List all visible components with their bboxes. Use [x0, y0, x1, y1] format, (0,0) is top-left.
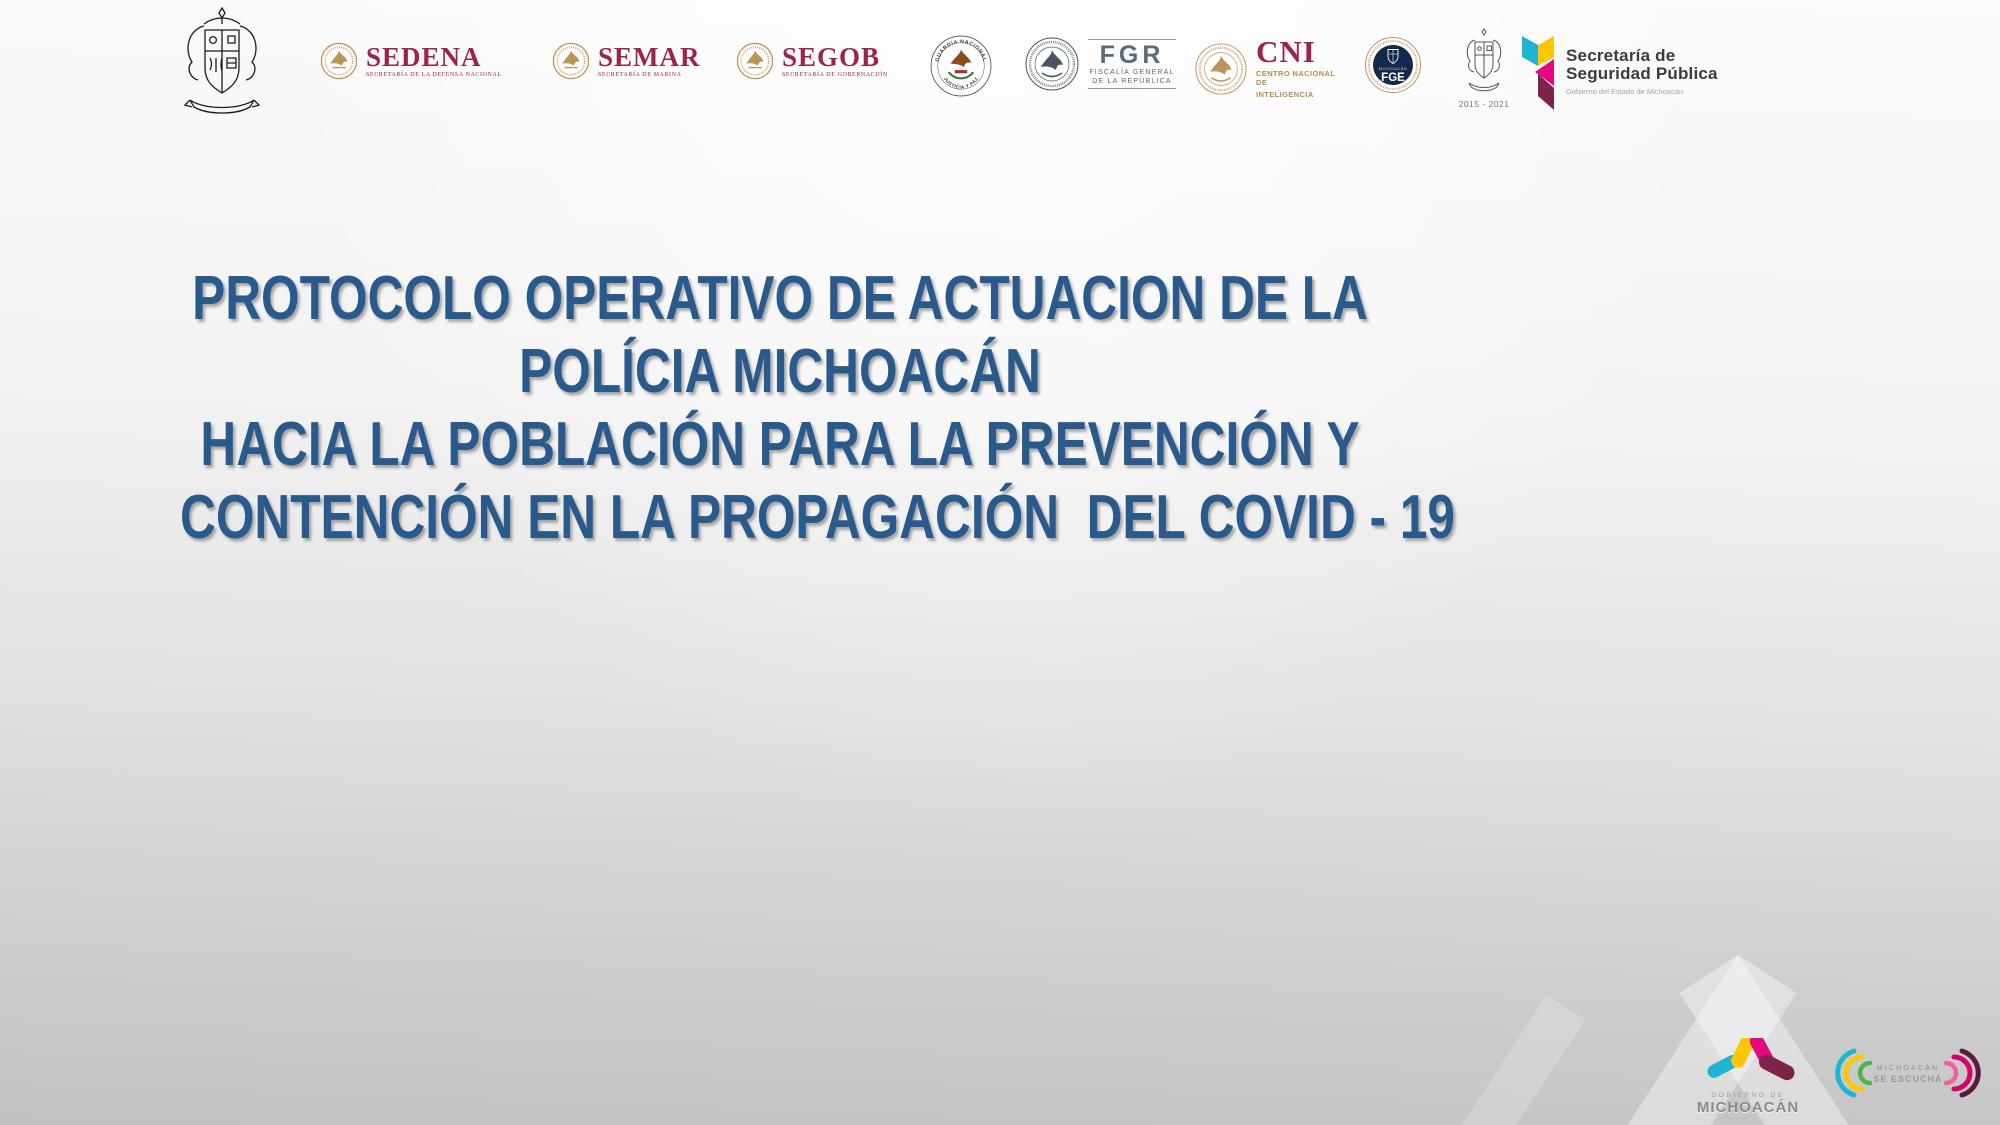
ssp-title-line1: Secretaría de: [1566, 46, 1676, 65]
fgr-divider: [1088, 39, 1176, 40]
michoacan-k-brand-icon: [1516, 34, 1556, 112]
fge-state-label: MICHOACÁN: [1378, 66, 1408, 71]
ssp-logo-text: [1566, 47, 1718, 96]
ssp-title-line2: Seguridad Pública: [1566, 64, 1718, 83]
michoacan-brand-name: MICHOACÁN: [1696, 1099, 1800, 1116]
sedena-logo: [320, 42, 502, 80]
background-stripe: [1361, 995, 1585, 1125]
guardia-nacional-ring-top: GUARDIA NACIONAL: [934, 39, 988, 63]
fgr-national-seal-icon: [1024, 36, 1080, 92]
cni-eagle-seal-icon: [1194, 42, 1248, 96]
semar-acronym: SEMAR: [598, 42, 701, 72]
guardia-nacional-ring-bottom: JUSTICIA Y PAZ: [941, 76, 981, 91]
fgr-subtitle-1: FISCALÍA GENERAL: [1089, 69, 1175, 76]
segob-logo: [736, 42, 888, 80]
semar-eagle-seal-icon: [552, 42, 590, 80]
title-line-1: PROTOCOLO OPERATIVO DE ACTUACION DE LA: [192, 264, 1368, 333]
guardia-nacional-seal-icon: [930, 35, 992, 97]
segob-acronym: SEGOB: [782, 42, 881, 72]
title-line-2: POLÍCIA MICHOACÁN: [519, 337, 1041, 406]
michoacan-coat-of-arms-icon: [178, 6, 266, 118]
michoacan-shield-small-icon: [1462, 28, 1506, 96]
fgr-subtitle-2: DE LA REPÚBLICA: [1092, 78, 1172, 85]
cni-logo: [1194, 34, 1348, 99]
sedena-eagle-seal-icon: [320, 42, 358, 80]
radio-logo-line1: MICHOACÁN: [1876, 1065, 1940, 1072]
fgr-divider: [1088, 88, 1176, 89]
cni-subtitle-1: CENTRO NACIONAL DE: [1256, 69, 1336, 87]
michoacan-brand-tagline: GOBIERNO DE: [1711, 1092, 1785, 1099]
cni-acronym: CNI: [1256, 34, 1316, 69]
michoacan-se-escucha-radio-logo: [1833, 1046, 1983, 1100]
michoacan-shield-years: 2015 - 2021: [1458, 99, 1510, 109]
segob-eagle-seal-icon: [736, 42, 774, 80]
sedena-acronym: SEDENA: [366, 42, 482, 72]
fgr-logo: [1024, 36, 1176, 92]
radio-logo-line2: SE ESCUCHA: [1873, 1074, 1943, 1084]
sedena-subtitle: SECRETARÍA DE LA DEFENSA NACIONAL: [366, 72, 502, 78]
semar-logo: [552, 42, 701, 80]
ssp-subtitle: Gobierno del Estado de Michoacán: [1566, 87, 1684, 96]
fgr-acronym: FGR: [1099, 41, 1165, 69]
slide-title: [180, 262, 1456, 554]
michoacan-fan-icon: [1692, 1038, 1804, 1086]
semar-subtitle: SECRETARÍA DE MARINA: [598, 72, 682, 78]
title-line-4: CONTENCIÓN EN LA PROPAGACIÓN DEL COVID - 19: [180, 483, 1456, 552]
title-line-3: HACIA LA POBLACIÓN PARA LA PREVENCIÓN Y: [200, 410, 1360, 479]
fge-acronym: FGE: [1381, 72, 1405, 84]
segob-subtitle: SECRETARÍA DE GOBERNACIÓN: [782, 72, 888, 78]
fge-michoacan-badge-icon: [1364, 36, 1422, 94]
michoacan-brand-logo: [1688, 1038, 1808, 1116]
cni-subtitle-2: INTELIGENCIA: [1256, 90, 1314, 99]
